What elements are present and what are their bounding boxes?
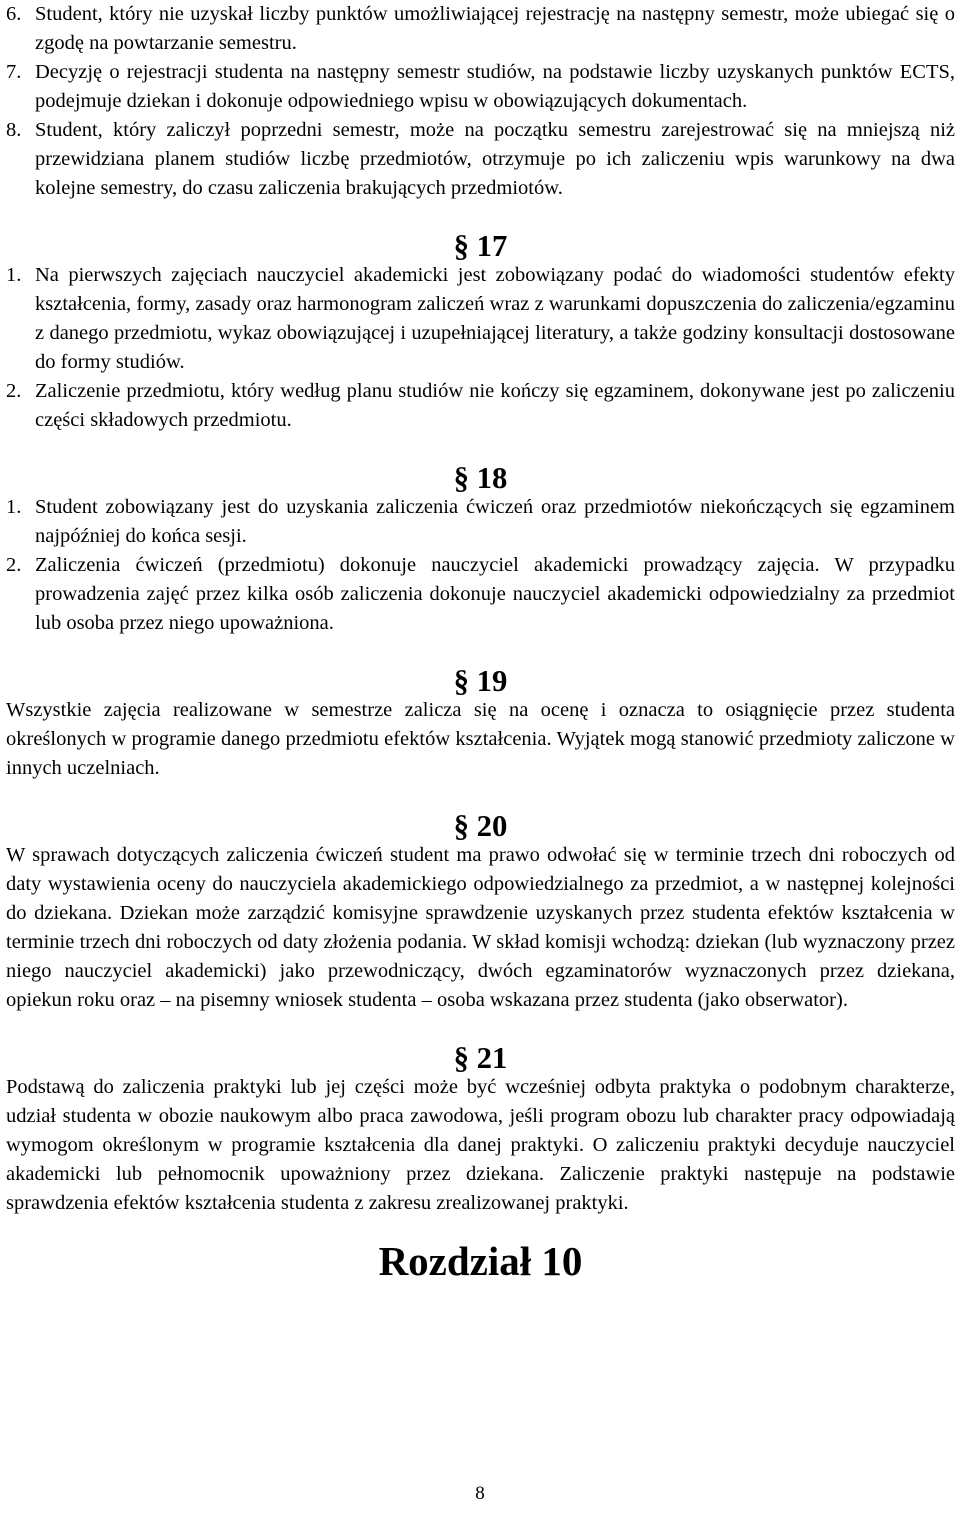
section-heading-19: § 19 — [453, 664, 508, 698]
list-item-text: Student, który nie uzyskał liczby punktów umożliwiającej rejestrację na następny semestr, może ubiegać się o zgodę na powtarzanie semestru. — [35, 3, 955, 54]
list-item-text: Na pierwszych zajęciach nauczyciel akademicki jest zobowiązany podać do wiadomości studentów efekty kształcenia, formy, zasady oraz harmonogram zaliczeń wraz z warunkami dopuszczenia do zaliczenia/egzaminu z danego przedmiotu, wykaz obowiązującej i uzupełniającej literatury, a także godziny konsultacji dostosowane do formy studiów. — [35, 264, 955, 373]
list-item-number: 6. — [6, 3, 22, 25]
list-item — [6, 261, 955, 377]
page-number: 8 — [475, 1483, 485, 1504]
list-item-number: 1. — [6, 264, 22, 286]
section-17-list — [6, 261, 955, 435]
list-item — [6, 58, 955, 116]
section-18-list — [6, 493, 955, 638]
section-19-text: Wszystkie zajęcia realizowane w semestrze zalicza się na ocenę i oznacza to osiągnięcie przez studenta określonych w programie danego przedmiotu efektów kształcenia. Wyjątek mogą stanowić przedmioty zaliczone w innych uczelniach. — [6, 699, 955, 779]
list-item — [6, 0, 955, 58]
list-item-number: 1. — [6, 496, 22, 518]
list-item-number: 2. — [6, 554, 22, 576]
section-heading-21: § 21 — [453, 1041, 508, 1075]
list-item-text: Student zobowiązany jest do uzyskania zaliczenia ćwiczeń oraz przedmiotów niekończących się egzaminem najpóźniej do końca sesji. — [35, 496, 955, 547]
list-item — [6, 116, 955, 203]
top-list — [6, 0, 955, 203]
list-item — [6, 493, 955, 551]
list-item-number: 7. — [6, 61, 22, 83]
section-heading-18: § 18 — [453, 461, 508, 495]
list-item — [6, 377, 955, 435]
list-item-number: 8. — [6, 119, 22, 141]
list-item-text: Zaliczenia ćwiczeń (przedmiotu) dokonuje nauczyciel akademicki prowadzący zajęcia. W przypadku prowadzenia zajęć przez kilka osób zaliczenia dokonuje nauczyciel akademicki odpowiedzialny za przedmiot lub osoba przez niego upoważniona. — [35, 554, 955, 634]
list-item-text: Decyzję o rejestracji studenta na następny semestr studiów, na podstawie liczby uzyskanych punktów ECTS, podejmuje dziekan i dokonuje odpowiedniego wpisu w obowiązujących dokumentach. — [35, 61, 955, 112]
list-item-number: 2. — [6, 380, 22, 402]
section-21-text: Podstawą do zaliczenia praktyki lub jej części może być wcześniej odbyta praktyka o podobnym charakterze, udział studenta w obozie naukowym albo praca zawodowa, jeśli program obozu lub charakter pracy odpowiadają wymogom określonym w programie kształcenia dla danej praktyki. O zaliczeniu praktyki decyduje nauczyciel akademicki lub pełnomocnik upoważniony przez dziekana. Zaliczenie praktyki następuje na podstawie sprawdzenia efektów kształcenia studenta z zakresu zrealizowanej praktyki. — [6, 1076, 955, 1214]
section-heading-17: § 17 — [453, 229, 508, 263]
section-heading-20: § 20 — [453, 809, 508, 843]
list-item-text: Student, który zaliczył poprzedni semestr, może na początku semestru zarejestrować się na mniejszą niż przewidziana planem studiów liczbę przedmiotów, otrzymuje po ich zaliczeniu wpis warunkowy na dwa kolejne semestry, do czasu zaliczenia brakujących przedmiotów. — [35, 119, 955, 199]
list-item-text: Zaliczenie przedmiotu, który według planu studiów nie kończy się egzaminem, dokonywane jest po zaliczeniu części składowych przedmiotu. — [35, 380, 955, 431]
section-20-text: W sprawach dotyczących zaliczenia ćwiczeń student ma prawo odwołać się w terminie trzech dni roboczych od daty wystawienia oceny do nauczyciela akademickiego odpowiedzialnego za przedmiot, a w następnej kolejności do dziekana. Dziekan może zarządzić komisyjne sprawdzenie uzyskanych przez studenta efektów kształcenia w terminie trzech dni roboczych od daty złożenia podania. W skład komisji wchodzą: dziekan (lub wyznaczony przez niego nauczyciel akademicki) jako przewodniczący, dwóch egzaminatorów wyznaczonych przez dziekana, opiekun roku oraz – na pisemny wniosek studenta – osoba wskazana przez studenta (jako obserwator). — [6, 844, 955, 1011]
chapter-heading: Rozdział 10 — [378, 1238, 583, 1284]
list-item — [6, 551, 955, 638]
